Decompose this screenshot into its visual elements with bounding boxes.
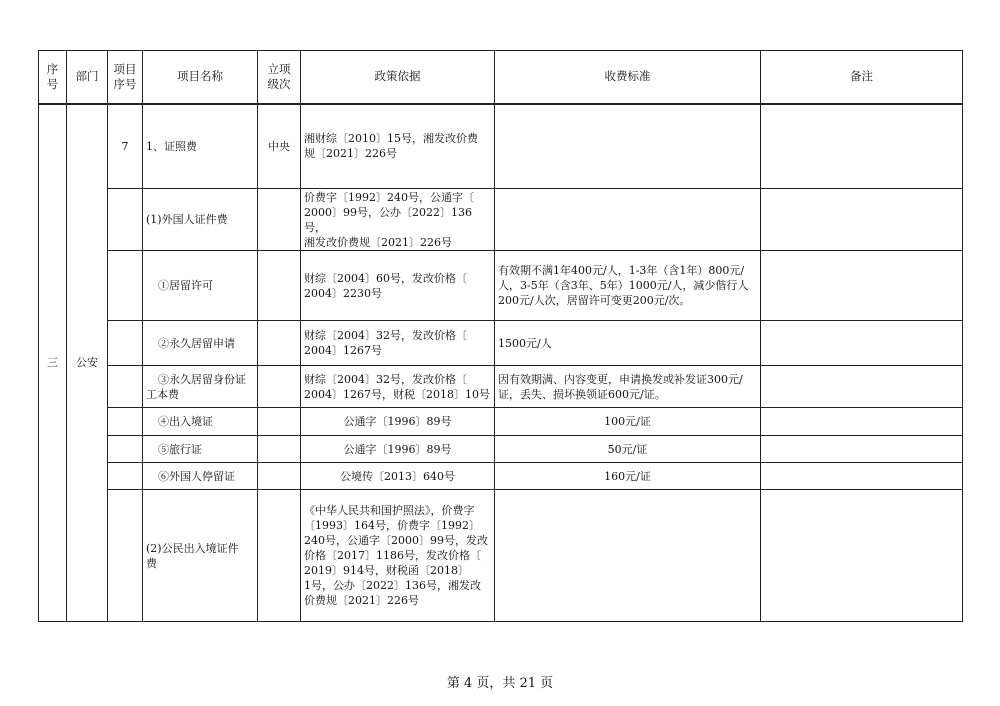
item-level xyxy=(258,251,301,321)
item-level xyxy=(258,463,301,490)
header-policy: 政策依据 xyxy=(301,51,495,104)
item-no xyxy=(108,251,143,321)
item-standard: 50元/证 xyxy=(495,436,761,463)
item-standard: 100元/证 xyxy=(495,408,761,436)
item-name: ⑥外国人停留证 xyxy=(143,463,258,490)
item-standard: 有效期不满1年400元/人，1-3年（含1年）800元/ 人，3-5年（含3年、5年）1000元/人，减少偕行人 200元/人次，居留许可变更200元/次。 xyxy=(495,251,761,321)
item-remark xyxy=(761,189,963,251)
item-standard: 因有效期满、内容变更，申请换发或补发证300元/ 证，丢失、损坏换领证600元/证。 xyxy=(495,366,761,408)
group-seq: 三 xyxy=(39,104,67,622)
item-standard: 1500元/人 xyxy=(495,321,761,366)
item-name: ②永久居留申请 xyxy=(143,321,258,366)
table-row xyxy=(39,251,963,321)
item-remark xyxy=(761,104,963,189)
item-level xyxy=(258,321,301,366)
item-level xyxy=(258,408,301,436)
header-row xyxy=(39,51,963,104)
item-policy: 公境传〔2013〕640号 xyxy=(301,463,495,490)
item-level xyxy=(258,490,301,622)
item-no: 7 xyxy=(108,104,143,189)
item-remark xyxy=(761,321,963,366)
item-no xyxy=(108,189,143,251)
group-dept: 公安 xyxy=(67,104,108,622)
item-remark xyxy=(761,463,963,490)
item-name: ④出入境证 xyxy=(143,408,258,436)
table-row xyxy=(39,321,963,366)
item-level: 中央 xyxy=(258,104,301,189)
table-row xyxy=(39,408,963,436)
table-row xyxy=(39,189,963,251)
fee-table xyxy=(38,50,963,622)
item-standard xyxy=(495,490,761,622)
item-no xyxy=(108,366,143,408)
item-policy: 公通字〔1996〕89号 xyxy=(301,408,495,436)
item-no xyxy=(108,321,143,366)
item-name: (2)公民出入境证件 费 xyxy=(143,490,258,622)
item-policy: 财综〔2004〕32号，发改价格〔 2004〕1267号 xyxy=(301,321,495,366)
item-policy: 湘财综〔2010〕15号，湘发改价费 规〔2021〕226号 xyxy=(301,104,495,189)
page-number: 第 4 页，共 21 页 xyxy=(446,676,554,691)
table-row xyxy=(39,490,963,622)
item-policy: 公通字〔1996〕89号 xyxy=(301,436,495,463)
item-level xyxy=(258,189,301,251)
header-level: 立项 级次 xyxy=(258,51,301,104)
item-remark xyxy=(761,436,963,463)
item-remark xyxy=(761,490,963,622)
item-standard: 160元/证 xyxy=(495,463,761,490)
item-name: ⑤旅行证 xyxy=(143,436,258,463)
item-remark xyxy=(761,251,963,321)
header-dept: 部门 xyxy=(67,51,108,104)
item-standard xyxy=(495,104,761,189)
item-level xyxy=(258,436,301,463)
item-no xyxy=(108,490,143,622)
item-name: ①居留许可 xyxy=(143,251,258,321)
table-row xyxy=(39,366,963,408)
item-policy: 财综〔2004〕32号，发改价格〔 2004〕1267号，财税〔2018〕10号 xyxy=(301,366,495,408)
item-name: ③永久居留身份证 工本费 xyxy=(143,366,258,408)
header-standard: 收费标准 xyxy=(495,51,761,104)
header-item-name: 项目名称 xyxy=(143,51,258,104)
item-policy: 《中华人民共和国护照法》，价费字 〔1993〕164号，价费字〔1992〕 240号，公通字〔2000〕99号，发改 价格〔2017〕1186号，发改价格〔 2019〕914号，财税函〔2018〕 1号，公办〔2022〕136号，湘发改 价费规〔2021〕226号 xyxy=(301,490,495,622)
item-name: 1、证照费 xyxy=(143,104,258,189)
header-seq: 序号 xyxy=(39,51,67,104)
item-no xyxy=(108,408,143,436)
table-row xyxy=(39,463,963,490)
item-level xyxy=(258,366,301,408)
item-standard xyxy=(495,189,761,251)
item-remark xyxy=(761,408,963,436)
table-row xyxy=(39,104,963,189)
item-no xyxy=(108,436,143,463)
item-no xyxy=(108,463,143,490)
item-policy: 财综〔2004〕60号，发改价格〔 2004〕2230号 xyxy=(301,251,495,321)
header-item-no: 项目 序号 xyxy=(108,51,143,104)
table-row xyxy=(39,436,963,463)
item-name: (1)外国人证件费 xyxy=(143,189,258,251)
item-policy: 价费字〔1992〕240号，公通字〔 2000〕99号，公办〔2022〕136号， 湘发改价费规〔2021〕226号 xyxy=(301,189,495,251)
item-remark xyxy=(761,366,963,408)
header-remark: 备注 xyxy=(761,51,963,104)
